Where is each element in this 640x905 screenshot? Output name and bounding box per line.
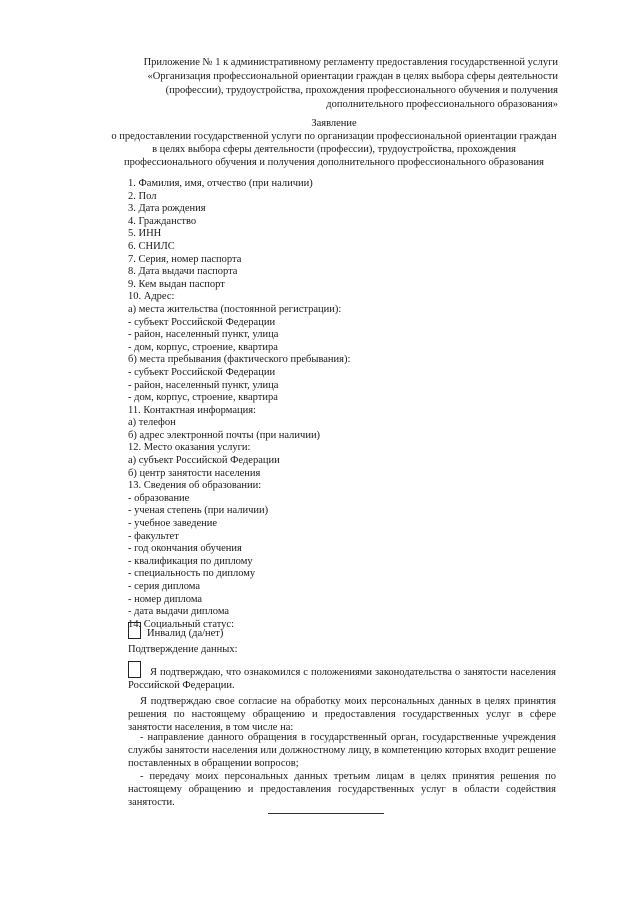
form-field: 6. СНИЛС [128,240,175,252]
title-line: профессионального обучения и получения дополнительного профессионального образования [124,157,544,168]
consent-item: - направление данного обращения в государственный орган, государственные учреждения службы занятости населения или должностному лицу, в компетенцию которых входит решение поставленных в обращении вопросов; [128,732,556,769]
form-field: - серия диплома [128,581,200,592]
form-field: 3. Дата рождения [128,203,206,215]
form-fields-list [128,178,350,631]
confirm-text: Я подтверждаю, что ознакомился с положениями законодательства о занятости населения Российской Федерации. [128,667,556,691]
form-field: б) центр занятости населения [128,467,261,479]
header-line: дополнительного профессионального образования» [326,99,558,110]
form-field: 4. Гражданство [128,215,197,227]
form-field: - дом, корпус, строение, квартира [128,392,278,404]
form-field: 14. Социальный статус: [128,618,234,630]
header-line: «Организация профессиональной ориентации граждан в целях выбора сферы деятельности [147,71,558,82]
form-field: 10. Адрес: [128,291,175,303]
form-field: - факультет [128,530,179,542]
confirm-paragraph [128,661,556,692]
form-field: 11. Контактная информация: [128,404,256,416]
form-field: - район, населенный пункт, улица [128,329,279,341]
header-line: (профессии), трудоустройства, прохождения профессионального обучения и получения [165,85,558,96]
form-field: 1. Фамилия, имя, отчество (при наличии) [128,178,313,189]
title-line: в целях выбора сферы деятельности (профессии), трудоустройства, прохождения [152,144,516,155]
form-field: а) субъект Российской Федерации [128,455,280,467]
title-line: о предоставлении государственной услуги по организации профессиональной ориентации граждан [111,131,557,142]
consent-paragraph: Я подтверждаю свое согласие на обработку моих персональных данных в целях принятия решения по настоящему обращению и предоставления государственных услуг в сфере занятости населения, в том числе на: [128,696,556,733]
form-field: - год окончания обучения [128,543,242,555]
document-title [90,117,578,169]
form-field: - дом, корпус, строение, квартира [128,341,278,353]
form-field: а) телефон [128,417,176,429]
form-field: 13. Сведения об образовании: [128,480,262,492]
consent-item: - передачу моих персональных данных третьим лицам в целях принятия решения по настоящему обращению и предоставления государственных услуг в области содействия занятости. [128,771,556,808]
form-field: 12. Место оказания услуги: [128,442,251,454]
appendix-header [100,56,558,112]
form-field: б) места пребывания (фактического пребывания): [128,354,351,366]
title-heading: Заявление [311,118,357,129]
signature-line [268,813,384,814]
form-field: 5. ИНН [128,228,162,240]
form-field: - субъект Российской Федерации [128,366,276,378]
form-field: - специальность по диплому [128,568,256,580]
disability-checkbox[interactable] [128,622,141,639]
form-field: а) места жительства (постоянной регистрации): [128,303,342,315]
form-field: - номер диплома [128,593,203,605]
form-field: б) адрес электронной почты (при наличии) [128,429,321,441]
form-field: 9. Кем выдан паспорт [128,278,225,290]
form-field: 2. Пол [128,190,157,202]
confirm-checkbox[interactable] [128,661,141,678]
form-field: - образование [128,492,190,504]
confirmation-label: Подтверждение данных: [128,644,238,655]
form-field: - район, населенный пункт, улица [128,379,279,391]
form-field: 8. Дата выдачи паспорта [128,266,238,278]
form-field: - учебное заведение [128,518,218,530]
disability-label: Инвалид (да/нет) [147,628,224,639]
form-field: - дата выдачи диплома [128,606,230,618]
header-line: Приложение № 1 к административному регламенту предоставления государственной услуги [143,57,558,68]
form-field: - квалификация по диплому [128,555,253,567]
form-field: - субъект Российской Федерации [128,316,276,328]
form-field: 7. Серия, номер паспорта [128,253,242,265]
form-field: - ученая степень (при наличии) [128,505,269,517]
disability-row [128,622,223,639]
